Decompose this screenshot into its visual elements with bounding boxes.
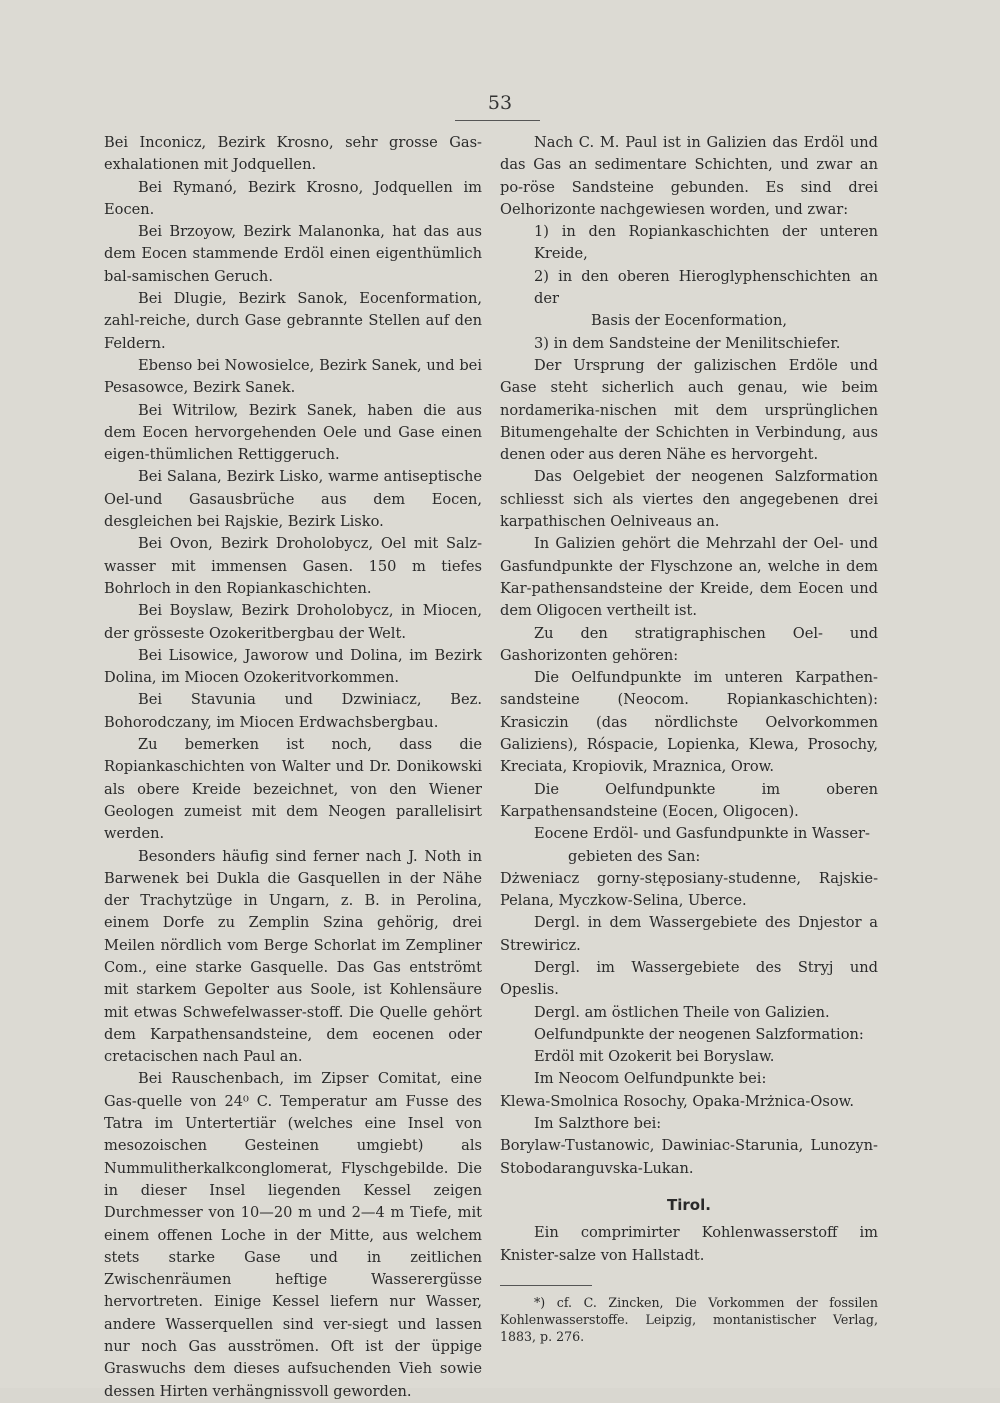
paragraph: Bei Rymanó, Bezirk Krosno, Jodquellen im Eocen. bbox=[104, 178, 482, 218]
paragraph: Die Oelfundpunkte im oberen Karpathensandsteine (Eocen, Oligocen). bbox=[500, 780, 878, 820]
paragraph: Die Oelfundpunkte im unteren Karpathen-sandsteine (Neocom. Ropiankaschichten): Krasiczin (das nördlichste Oelvorkommen Galiziens), Róspacie, Lopienka, Klewa, Prosochy, Kreciata, Kropiovik, Mraznica, Orow. bbox=[500, 669, 878, 776]
subheading: Im Neocom Oelfundpunkte bei: bbox=[534, 1070, 767, 1088]
paragraph: Nach C. M. Paul ist in Galizien das Erdöl und das Gas an sedimentare Schichten, und zwar an po-röse Sandsteine gebunden. Es sind drei Oelhorizonte nachgewiesen worden, und zwar: bbox=[500, 134, 878, 218]
horizon-item: Basis der Eocenformation, bbox=[590, 312, 787, 330]
footnote-rule bbox=[500, 1285, 592, 1286]
header-rule bbox=[455, 120, 540, 121]
horizon-item: 2) in den oberen Hieroglyphenschichten an der bbox=[534, 267, 878, 308]
paragraph: Erdöl mit Ozokerit bei Boryslaw. bbox=[534, 1048, 775, 1066]
paragraph: Besonders häufig sind ferner nach J. Noth in Barwenek bei Dukla die Gasquellen in der Nähe der Trachytzüge in Ungarn, z. B. in Perolina, einem Dorfe zu Zemplin Szina gehörig, drei Meilen nördlich vom Berge Schorlat im Zempliner Com., eine starke Gasquelle. Das Gas entströmt mit starkem Gepolter aus Soole, ist Kohlensäure mit etwas Schwefelwasser-stoff. Die Quelle gehört dem Karpathensandsteine, dem eocenen oder cretacischen nach Paul an. bbox=[104, 847, 482, 1066]
paragraph: Bei Stavunia und Dzwiniacz, Bez. Bohorodczany, im Miocen Erdwachsbergbau. bbox=[104, 691, 482, 731]
page-number: 53 bbox=[487, 92, 513, 114]
horizon-item: 1) in den Ropiankaschichten der unteren Kreide, bbox=[534, 223, 878, 263]
subheading: Eocene Erdöl- und Gasfundpunkte in Wasser- bbox=[534, 825, 870, 843]
paragraph: Dżweniacz gorny-stęposiany-studenne, Rajskie-Pelana, Myczkow-Selina, Uberce. bbox=[500, 869, 878, 910]
paragraph: In Galizien gehört die Mehrzahl der Oel- und Gasfundpunkte der Flyschzone an, welche in dem Kar-pathensandsteine der Kreide, dem Eocen und dem Oligocen vertheilt ist. bbox=[500, 535, 878, 620]
paragraph: Bei Ovon, Bezirk Droholobycz, Oel mit Salz-wasser mit immensen Gasen. 150 m tiefes Bohrloch in den Ropiankaschichten. bbox=[104, 535, 482, 597]
paragraph: Bei Inconicz, Bezirk Krosno, sehr grosse Gas-exhalationen mit Jodquellen. bbox=[104, 134, 482, 174]
paragraph: Bei Witrilow, Bezirk Sanek, haben die aus dem Eocen hervorgehenden Oele und Gase einen eigen-thümlichen Rettiggeruch. bbox=[104, 401, 482, 464]
horizon-item: 3) in dem Sandsteine der Menilitschiefer. bbox=[534, 334, 841, 352]
paragraph: Dergl. im Wassergebiete des Stryj und Opeslis. bbox=[500, 958, 878, 999]
paragraph: Bei Lisowice, Jaworow und Dolina, im Bezirk Dolina, im Miocen Ozokeritvorkommen. bbox=[104, 646, 482, 687]
paragraph: Der Ursprung der galizischen Erdöle und Gase steht sicherlich auch genau, wie beim nordamerika-nischen mit dem ursprünglichen Bitumengehalte der Schichten in Verbindung, aus denen oder aus deren Nähe es hervorgeht. bbox=[500, 356, 878, 464]
paragraph: Dergl. in dem Wassergebiete des Dnjestor a Strewiricz. bbox=[500, 914, 878, 954]
paragraph: Das Oelgebiet der neogenen Salzformation schliesst sich als viertes den angegebenen drei karpathischen Oelniveaus an. bbox=[500, 468, 878, 531]
paragraph: Bei Dlugie, Bezirk Sanok, Eocenformation, zahl-reiche, durch Gase gebrannte Stellen auf den Feldern. bbox=[104, 290, 482, 352]
paragraph: Dergl. am östlichen Theile von Galizien. bbox=[534, 1003, 830, 1021]
paragraph: Bei Boyslaw, Bezirk Droholobycz, in Miocen, der grösseste Ozokeritbergbau der Welt. bbox=[104, 602, 482, 642]
paragraph: Zu bemerken ist noch, dass die Ropiankaschichten von Walter und Dr. Donikowski als obere Kreide bezeichnet, von den Wiener Geologen zumeist mit dem Neogen parallelisirt werden. bbox=[104, 736, 482, 843]
paragraph: Ebenso bei Nowosielce, Bezirk Sanek, und bei Pesasowce, Bezirk Sanek. bbox=[104, 356, 482, 397]
paragraph: Bei Rauschenbach, im Zipser Comitat, eine Gas-quelle von 24⁰ C. Temperatur am Fusse des Tatra im Untertertiär (welches eine Insel von mesozoischen Gesteinen umgiebt) als Nummulitherkalkconglomerat, Flyschgebilde. Die in dieser Insel liegenden Kessel zeigen Durchmesser von 10—20 m und 2—4 m Tiefe, mit einem offenen Loche in der Mitte, aus welchem stets starke Gase und in zeitlichen Zwischenräumen heftige Wasserergüsse hervortreten. Einige Kessel liefern nur Wasser, andere Wasserquellen sind ver-siegt und lassen nur noch Gas ausströmen. Oft ist der üppige Graswuchs dem dieses aufsuchenden Vieh sowie dessen Hirten verhängnissvoll geworden. bbox=[104, 1070, 482, 1400]
right-column bbox=[500, 132, 878, 1345]
subheading: gebieten des San: bbox=[568, 847, 701, 865]
subheading: Im Salzthore bei: bbox=[534, 1115, 662, 1133]
paragraph: Klewa-Smolnica Rosochy, Opaka-Mrżnica-Osow. bbox=[500, 1092, 855, 1110]
left-column bbox=[104, 132, 482, 1403]
footnote: *) cf. C. Zincken, Die Vorkommen der fossilen Kohlenwasserstoffe. Leipzig, montanistischer Verlag, 1883, p. 276. bbox=[500, 1294, 878, 1344]
paragraph: Borylaw-Tustanowic, Dawiniac-Starunia, Lunozyn-Stobodaranguvska-Lukan. bbox=[500, 1137, 878, 1177]
paragraph: Bei Salana, Bezirk Lisko, warme antiseptische Oel-und Gasausbrüche aus dem Eocen, desgleichen bei Rajskie, Bezirk Lisko. bbox=[104, 468, 482, 531]
paragraph: Bei Brzoyow, Bezirk Malanonka, hat das aus dem Eocen stammende Erdöl einen eigenthümlich bal-samischen Geruch. bbox=[104, 223, 482, 285]
subheading: Oelfundpunkte der neogenen Salzformation: bbox=[534, 1025, 864, 1043]
paragraph: Ein comprimirter Kohlenwasserstoff im Knister-salze von Hallstadt. bbox=[500, 1224, 878, 1264]
section-title-tirol: Tirol. bbox=[667, 1195, 711, 1214]
paragraph: Zu den stratigraphischen Oel- und Gashorizonten gehören: bbox=[500, 624, 878, 664]
